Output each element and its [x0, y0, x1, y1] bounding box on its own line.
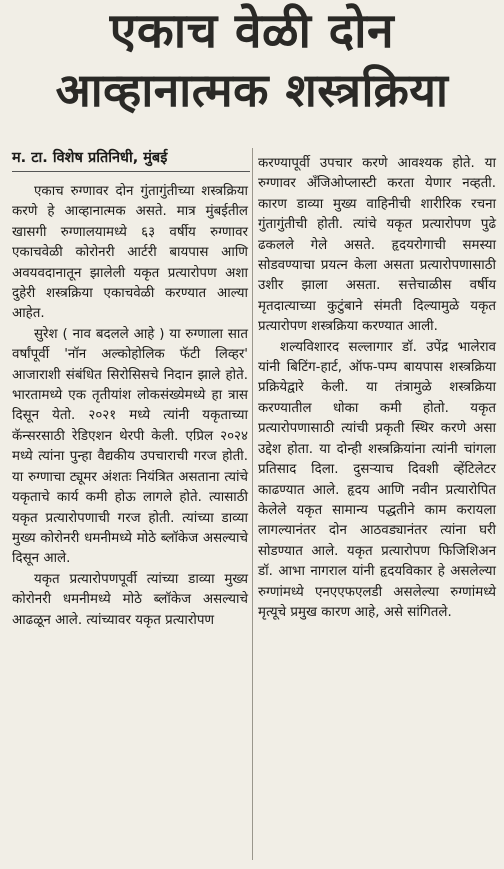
paragraph: करण्यापूर्वी उपचार करणे आवश्यक होते. या रुग्णावर अँजिओप्लास्टी करता येणार नव्हती. कारण डाव्या मुख्य वाहिनीची शारीरिक रचना गुंतागुंतीची होती. त्यांचे यकृत प्रत्यारोपण पुढे ढकलले गेले असते. हृदयरोगाची समस्या सोडवण्याचा प्रयत्न केला असता प्रत्यारोपणासाठी उशीर झाला असता. सत्तेचाळीस वर्षीय मृतदात्याच्या कुटुंबाने संमती दिल्यामुळे यकृत प्रत्यारोपण शस्त्रक्रिया करण्यात आली.	[258, 156, 496, 335]
headline-line-2: आव्हानात्मक शस्त्रक्रिया	[55, 63, 449, 117]
byline-rule	[12, 171, 250, 172]
headline	[0, 4, 504, 118]
byline: म. टा. विशेष प्रतिनिधी, मुंबई	[12, 150, 168, 166]
article-column-1	[12, 182, 248, 631]
paragraph: यकृत प्रत्यारोपणपूर्वी त्यांच्या डाव्या मुख्य कोरोनरी धमनीमध्ये मोठे ब्लॉकेज असल्याचे आढळून आले. त्यांच्यावर यकृत प्रत्यारोपण	[12, 571, 248, 628]
paragraph: सुरेश ( नाव बदलले आहे ) या रुग्णाला सात वर्षांपूर्वी 'नॉन अल्कोहोलिक फॅटी लिव्हर' आजाराशी संबंधित सिरोसिसचे निदान झाले होते. भारतामध्ये एक तृतीयांश लोकसंख्येमध्ये हा त्रास दिसून येतो. २०२१ मध्ये त्यांनी यकृताच्या कॅन्सरसाठी रेडिएशन थेरपी केली. एप्रिल २०२४ मध्ये त्यांना पुन्हा वैद्यकीय उपचाराची गरज होती. या रुग्णाचा ट्यूमर अंशतः नियंत्रित असताना त्यांचे यकृताचे कार्य कमी होऊ लागले होते. त्यासाठी यकृत प्रत्यारोपणाची गरज होती. त्यांच्या डाव्या मुख्य कोरोनरी धमनीमध्ये मोठे ब्लॉकेज असल्याचे दिसून आले.	[12, 326, 248, 567]
column-divider	[252, 148, 253, 860]
article-column-2	[258, 154, 496, 623]
paragraph: शल्यविशारद सल्लागार डॉ. उपेंद्र भालेराव यांनी बिटिंग-हार्ट, ऑफ-पम्प बायपास शस्त्रक्रिया प्रक्रियेद्वारे केली. या तंत्रामुळे शस्त्रक्रिया करण्यातील धोका कमी होतो. यकृत प्रत्यारोपणासाठी त्यांची प्रकृती स्थिर करणे असा उद्देश होता. या दोन्ही शस्त्रक्रियांना त्यांनी चांगला प्रतिसाद दिला. दुसऱ्याच दिवशी व्हेंटिलेटर काढण्यात आले. हृदय आणि नवीन प्रत्यारोपित केलेले यकृत सामान्य पद्धतीने काम करायला लागल्यानंतर दोन आठवड्यानंतर त्यांना घरी सोडण्यात आले. यकृत प्रत्यारोपण फिजिशिअन डॉ. आभा नागराल यांनी हृदयविकार हे असलेल्या रुग्णांमध्ये एनएएफएलडी असलेल्या रुग्णांमध्ये मृत्यूचे प्रमुख कारण आहे, असे सांगितले.	[258, 339, 496, 620]
paragraph: एकाच रुग्णावर दोन गुंतागुंतीच्या शस्त्रक्रिया करणे हे आव्हानात्मक असते. मात्र मुंबईतील खासगी रुग्णालयामध्ये ६३ वर्षीय रुग्णावर एकाचवेळी कोरोनरी आर्टरी बायपास आणि अवयवदानातून झालेली यकृत प्रत्यारोपण अशा दुहेरी शस्त्रक्रिया एकाचवेळी करण्यात आल्या आहेत.	[12, 184, 248, 322]
headline-line-1: एकाच वेळी दोन	[109, 3, 395, 59]
